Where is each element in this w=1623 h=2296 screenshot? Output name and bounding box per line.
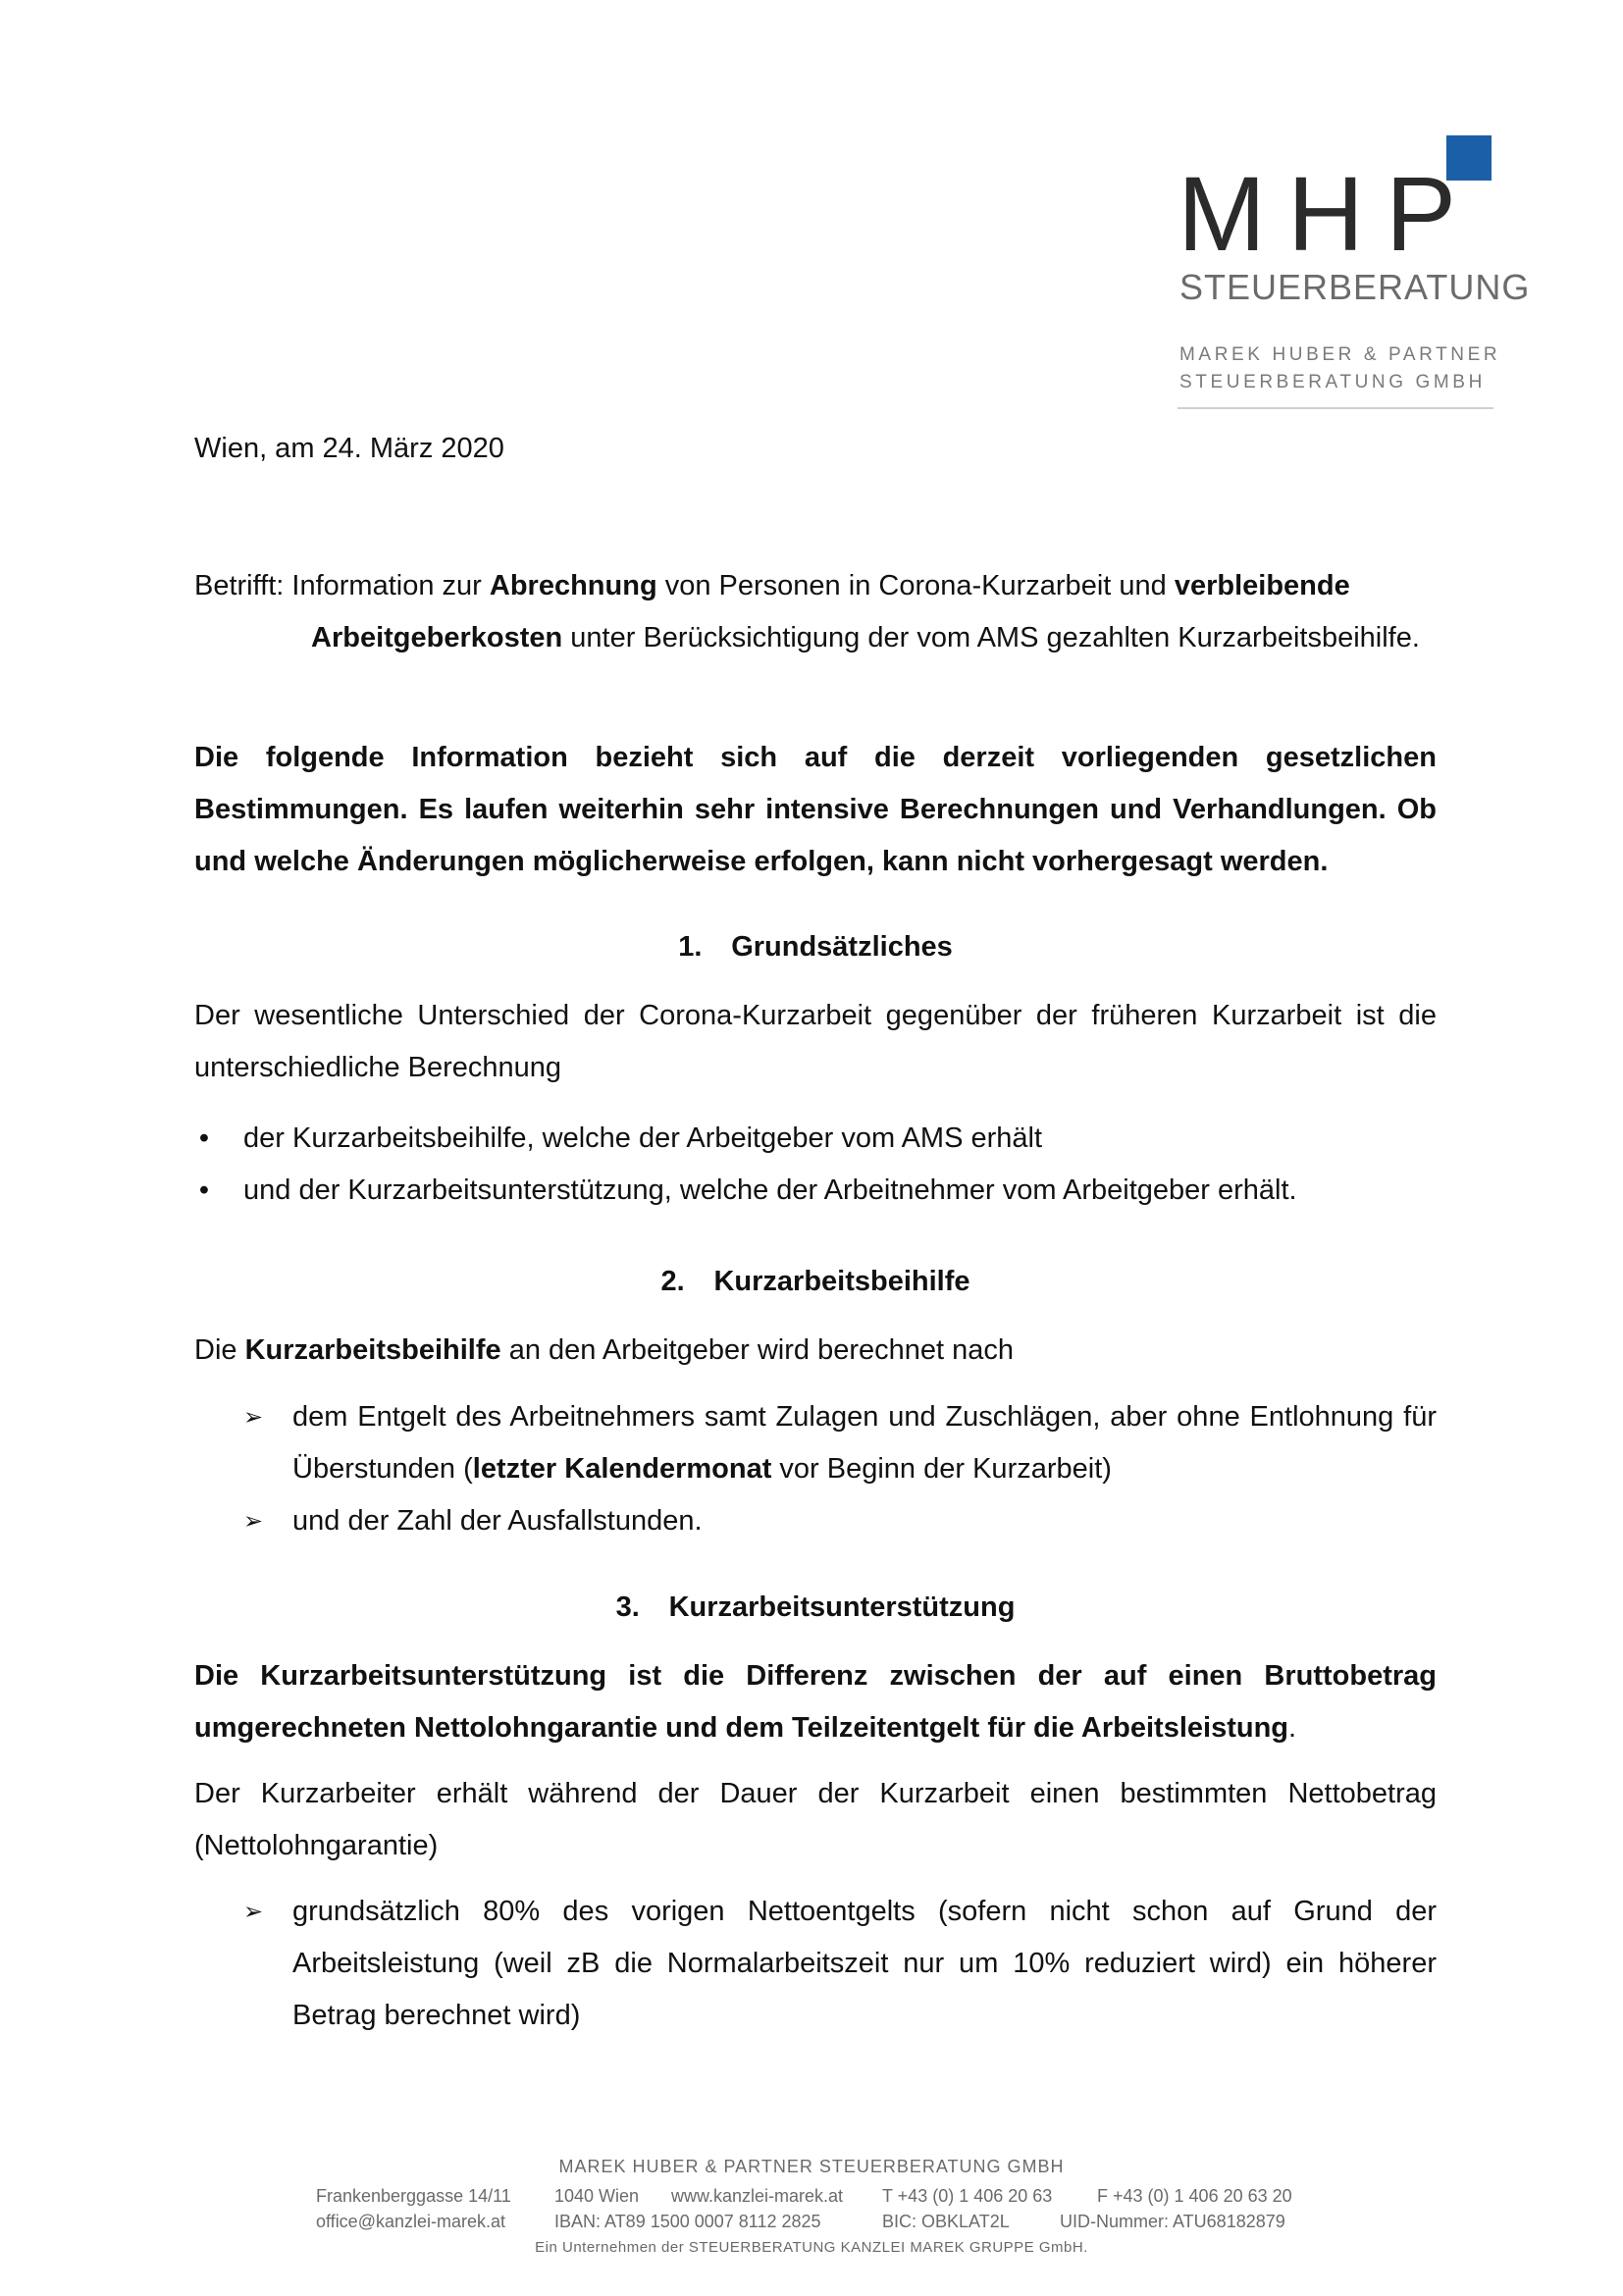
logo-divider <box>1178 407 1493 409</box>
logo-mhp-text: MHP <box>1178 154 1478 273</box>
logo-subtitle: STEUERBERATUNG <box>1179 267 1531 307</box>
item-1-post: vor Beginn der Kurzarbeit) <box>779 1453 1112 1485</box>
section-3-number: 3. <box>615 1592 640 1623</box>
section-3-arrow-list <box>194 1886 1437 2042</box>
arrow-bullet-icon: ➢ <box>243 1899 264 1925</box>
section-1-bullet-list <box>194 1113 1437 1217</box>
section-3-title: Kurzarbeitsunterstützung <box>668 1592 1016 1623</box>
section-1-intro: Der wesentliche Unterschied der Corona-Kurzarbeit gegenüber der früheren Kurzarbeit ist die unterschiedliche Berechnung <box>194 1000 1437 1083</box>
footer-web: www.kanzlei-marek.at <box>671 2186 844 2206</box>
list-item <box>194 1886 1437 2042</box>
bullet-icon: • <box>198 1174 210 1206</box>
section-2-intro <box>194 1325 1437 1377</box>
section-3-bold-end: . <box>1288 1712 1297 1744</box>
logo-firm-line-1: MAREK HUBER & PARTNER <box>1179 344 1501 365</box>
footer-group: Ein Unternehmen der STEUERBERATUNG KANZLEI MAREK GRUPPE GmbH. <box>535 2239 1088 2256</box>
section-3-heading <box>194 1582 1437 1634</box>
list-item <box>194 1165 1437 1217</box>
logo-firm-line-2: STEUERBERATUNG GMBH <box>1179 372 1486 392</box>
section-3-paragraph: Der Kurzarbeiter erhält während der Dauer der Kurzarbeit einen bestimmten Nettobetrag (Nettolohngarantie) <box>194 1778 1437 1861</box>
list-item-text: und der Kurzarbeitsunterstützung, welche der Arbeitnehmer vom Arbeitgeber erhält. <box>243 1174 1297 1206</box>
footer-company: MAREK HUBER & PARTNER STEUERBERATUNG GMBH <box>558 2157 1065 2176</box>
list-item <box>194 1391 1437 1495</box>
footer-city: 1040 Wien <box>554 2186 640 2206</box>
list-item <box>194 1113 1437 1165</box>
footer-phone: T +43 (0) 1 406 20 63 <box>882 2186 1053 2206</box>
footer-email: office@kanzlei-marek.at <box>316 2212 506 2231</box>
subject-text-1: Information zur <box>291 570 482 601</box>
section-3-bold-text: Die Kurzarbeitsunterstützung ist die Differenz zwischen der auf einen Bruttobetrag umgerechneten Nettolohngarantie und dem Teilzeitentgelt für die Arbeitsleistung <box>194 1660 1437 1744</box>
subject-text-2: von Personen in Corona-Kurzarbeit und <box>664 570 1167 601</box>
section-3-bold-paragraph <box>194 1650 1437 1754</box>
company-logo <box>1178 135 1531 410</box>
section-2-intro-bold: Kurzarbeitsbeihilfe <box>244 1334 501 1366</box>
subject-label: Betrifft: <box>194 570 285 601</box>
section-2-intro-post: an den Arbeitgeber wird berechnet nach <box>508 1334 1014 1366</box>
section-1-heading <box>194 921 1437 973</box>
footer-bic: BIC: OBKLAT2L <box>882 2212 1010 2231</box>
footer-iban: IBAN: AT89 1500 0007 8112 2825 <box>554 2212 821 2231</box>
section-2-arrow-list <box>194 1391 1437 1547</box>
list-item-text: grundsätzlich 80% des vorigen Nettoentgelts (sofern nicht schon auf Grund der Arbeitsleistung (weil zB die Normalarbeitszeit nur um 10% reduziert wird) ein höherer Betrag berechnet wird) <box>292 1896 1437 2031</box>
letter-date: Wien, am 24. März 2020 <box>194 433 504 464</box>
section-1-title: Grundsätzliches <box>731 931 953 963</box>
list-item <box>194 1495 1437 1547</box>
subject-bold-3: Arbeitgeberkosten <box>311 622 563 653</box>
footer-uid: UID-Nummer: ATU68182879 <box>1060 2212 1285 2231</box>
section-2-number: 2. <box>660 1266 685 1297</box>
subject-block <box>194 560 1437 664</box>
section-2-intro-pre: Die <box>194 1334 237 1366</box>
list-item-text: der Kurzarbeitsbeihilfe, welche der Arbeitgeber vom AMS erhält <box>243 1122 1043 1154</box>
footer-address: Frankenberggasse 14/11 <box>316 2186 511 2206</box>
disclaimer-paragraph: Die folgende Information bezieht sich auf die derzeit vorliegenden gesetzlichen Bestimmungen. Es laufen weiterhin sehr intensive Berechnungen und Verhandlungen. Ob und welche Änderungen möglicherweise erfolgen, kann nicht vorhergesagt werden. <box>194 742 1437 877</box>
section-2-heading <box>194 1256 1437 1308</box>
section-1-number: 1. <box>678 931 703 963</box>
subject-bold-1: Abrechnung <box>489 570 657 601</box>
footer-fax: F +43 (0) 1 406 20 63 20 <box>1097 2186 1292 2206</box>
arrow-bullet-icon: ➢ <box>243 1508 264 1535</box>
item-1-bold: letzter Kalendermonat <box>472 1453 772 1485</box>
bullet-icon: • <box>198 1122 210 1154</box>
arrow-bullet-icon: ➢ <box>243 1404 264 1431</box>
item-2-text: und der Zahl der Ausfallstunden. <box>292 1505 703 1537</box>
subject-continuation <box>194 612 1437 664</box>
subject-text-3: unter Berücksichtigung der vom AMS gezahlten Kurzarbeitsbeihilfe. <box>570 622 1420 653</box>
subject-bold-2: verbleibende <box>1174 570 1350 601</box>
section-2-title: Kurzarbeitsbeihilfe <box>713 1266 970 1297</box>
item-1-pre: dem Entgelt des Arbeitnehmers samt Zulagen und Zuschlägen, aber ohne Entlohnung für Überstunden ( <box>292 1401 1437 1485</box>
